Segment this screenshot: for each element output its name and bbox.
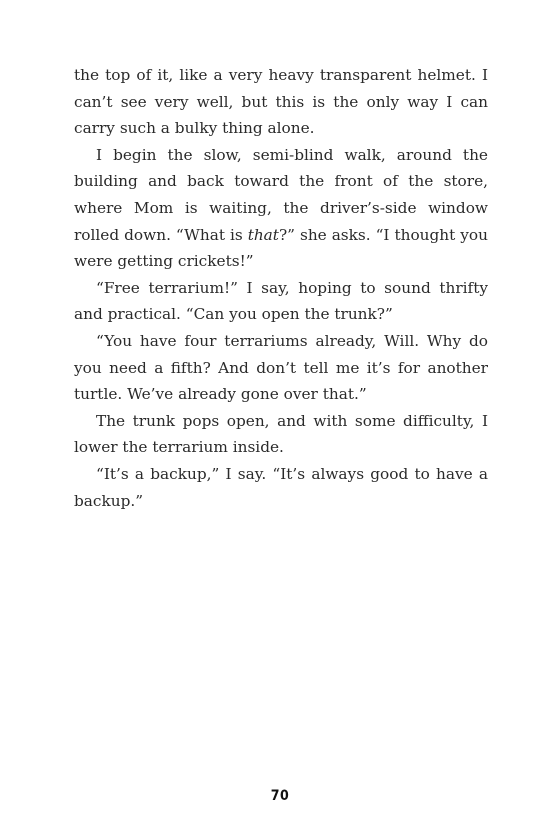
paragraph-4 (74, 328, 488, 408)
paragraph-3-text: “Free terrarium!” I say, hoping to sound thrifty and practical. “Can you open the trunk?” (74, 278, 488, 324)
paragraph-2-text-after: ?” she asks. “I thought you were getting crickets!” (74, 225, 488, 271)
paragraph-2-emphasis: that (247, 225, 279, 244)
paragraph-6 (74, 461, 488, 514)
paragraph-6-text: “It’s a backup,” I say. “It’s always good to have a backup.” (74, 464, 488, 510)
paragraph-1-text: the top of it, like a very heavy transparent helmet. I can’t see very well, but this is the only way I can carry such a bulky thing alone. (74, 66, 488, 138)
paragraph-3 (74, 275, 488, 328)
paragraph-5-text: The trunk pops open, and with some difficulty, I lower the terrarium inside. (74, 411, 488, 457)
paragraph-2-text: I begin the slow, semi-blind walk, around the building and back toward the front of the store, where Mom is waiting, the driver’s-side window rolled down. “What is (74, 145, 488, 244)
page-number: 70 (270, 788, 290, 804)
paragraph-5 (74, 408, 488, 461)
paragraph-1 (74, 62, 488, 142)
paragraph-4-text: “You have four terrariums already, Will. Why do you need a fifth? And don’t tell me it’s for another turtle. We’ve already gone over that.” (74, 331, 488, 404)
paragraph-2 (74, 142, 488, 275)
body-text (74, 62, 488, 514)
